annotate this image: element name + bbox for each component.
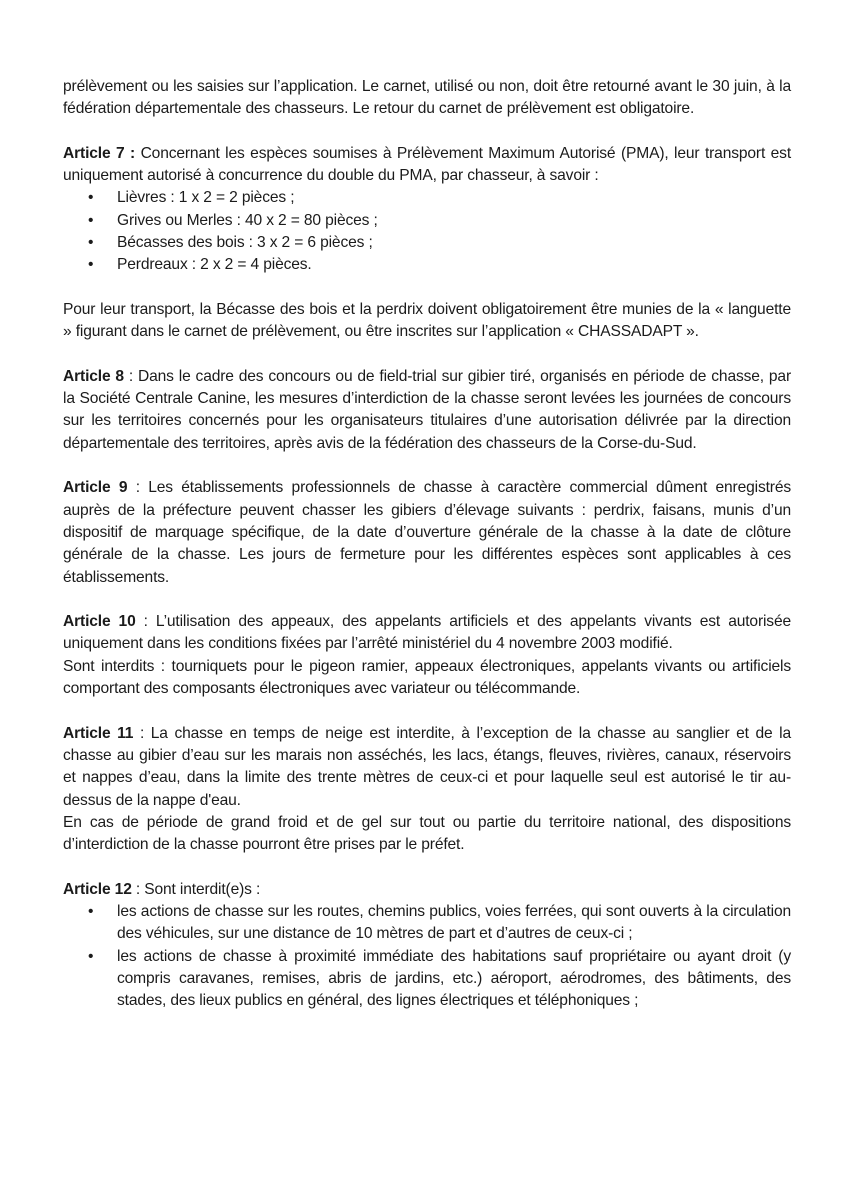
article-9 [63,477,791,588]
list-item-text: les actions de chasse sur les routes, chemins publics, voies ferrées, qui sont ouverts à la circulation des véhicules, sur une distance de 10 mètres de part et d’autres de ceux-ci ; [117,902,791,943]
list-item [63,187,791,209]
list-item-text: Lièvres : 1 x 2 = 2 pièces ; [117,189,295,207]
bullet-icon: • [88,947,94,965]
list-item [63,946,791,1013]
list-item [63,901,791,946]
article-10-label: Article 10 [63,613,136,631]
list-item [63,210,791,232]
document-page [63,76,791,1035]
intro-paragraph: prélèvement ou les saisies sur l’application. Le carnet, utilisé ou non, doit être retourné avant le 30 juin, à la fédération départementale des chasseurs. Le retour du carnet de prélèvement est obligatoire. [63,78,791,118]
bullet-icon: • [88,189,94,207]
article-8 [63,366,791,455]
article-10 [63,611,791,700]
article-7-text: Concernant les espèces soumises à Prélèvement Maximum Autorisé (PMA), leur transport est uniquement autorisé à concurrence du double du PMA, par chasseur, à savoir : [63,144,791,185]
article-11-second-paragraph: En cas de période de grand froid et de gel sur tout ou partie du territoire national, des dispositions d’interdiction de la chasse pourront être prises par le préfet. [63,813,791,854]
article-10-paragraph [63,611,791,656]
list-item-text: Grives ou Merles : 40 x 2 = 80 pièces ; [117,211,378,229]
article-12-bullet-list [63,901,791,1012]
bullet-icon: • [88,902,94,920]
article-7 [63,143,791,277]
article-10-text: : L’utilisation des appeaux, des appelants artificiels et des appelants vivants est autorisée uniquement dans les conditions fixées par l’arrêté ministériel du 4 novembre 2003 modifié. [63,613,791,653]
bullet-icon: • [88,256,94,274]
article-11-text: : La chasse en temps de neige est interdite, à l’exception de la chasse au sanglier et de la chasse au gibier d’eau sur les marais non asséchés, les lacs, étangs, fleuves, rivières, canaux, réservoirs et nappes d’eau, dans la limite des trente mètres de ceux-ci et pour laquelle seul est autorisé le tir au-dessus de la nappe d'eau. [63,724,791,809]
list-item-text: Perdreaux : 2 x 2 = 4 pièces. [117,256,312,274]
article-11 [63,723,791,857]
article-12-text: : Sont interdit(e)s : [131,880,261,898]
article-11-label: Article 11 [63,724,134,742]
article-12-paragraph [63,879,791,901]
list-item [63,254,791,276]
article-12 [63,879,791,1013]
list-item [63,232,791,254]
list-item-text: les actions de chasse à proximité immédiate des habitations sauf propriétaire ou ayant droit (y compris caravanes, remises, abris de jardins, etc.) aéroport, aérodromes, des bâtiments, des stades, des lieux publics en général, des lignes électriques et téléphoniques ; [117,947,791,1010]
article-8-label: Article 8 [63,367,124,385]
bullet-icon: • [88,234,94,252]
article-8-text: : Dans le cadre des concours ou de field-trial sur gibier tiré, organisés en période de chasse, par la Société Centrale Canine, les mesures d’interdiction de la chasse seront levées les journées de concours sur les territoires concernés pour les organisateurs titulaires d’une autorisation délivrée par la direction départementale des territoires, après avis de la fédération des chasseurs de la Corse-du-Sud. [63,367,791,452]
article-9-text: : Les établissements professionnels de chasse à caractère commercial dûment enregistrés auprès de la préfecture peuvent chasser les gibiers d’élevage suivants : perdrix, faisans, munis d’un dispositif de marquage spécifique, de la date d’ouverture générale de la chasse à la date de clôture générale de la chasse. Les jours de fermeture pour les différentes espèces sont applicables à ces établissements. [63,479,791,586]
article-7-bullet-list [63,187,791,276]
article-10-second-paragraph: Sont interdits : tourniquets pour le pigeon ramier, appeaux électroniques, appelants vivants ou artificiels comportant des composants électroniques avec variateur ou télécommande. [63,657,791,698]
article-7-label: Article 7 : [63,144,136,162]
article-11-paragraph [63,723,791,812]
bullet-icon: • [88,211,94,229]
article-9-label: Article 9 [63,479,128,497]
list-item-text: Bécasses des bois : 3 x 2 = 6 pièces ; [117,234,373,252]
article-12-label: Article 12 [63,880,132,898]
article-7-paragraph [63,143,791,188]
article-7-transport-paragraph: Pour leur transport, la Bécasse des bois et la perdrix doivent obligatoirement être munies de la « languette » figurant dans le carnet de prélèvement, ou être inscrites sur l’application « CHASSADAPT ». [63,300,791,341]
